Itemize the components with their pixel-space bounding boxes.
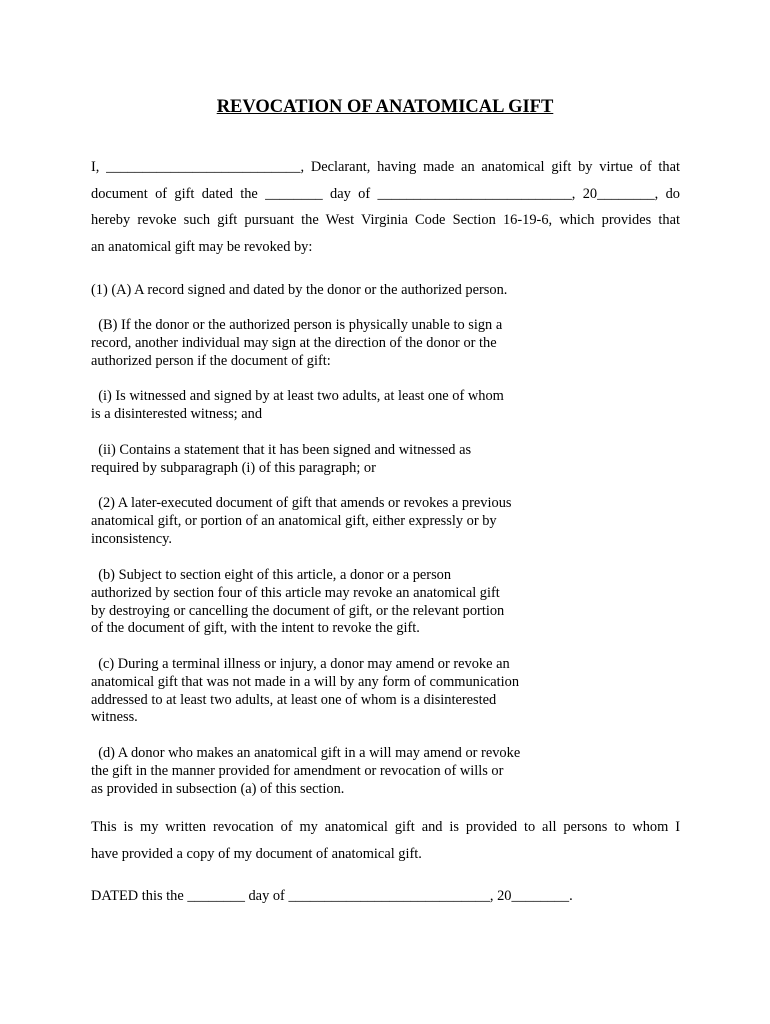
dated-line: DATED this the ________ day of ____________________________, 20________. (91, 888, 573, 904)
closing-line: have provided a copy of my document of anatomical gift. (91, 845, 422, 862)
provision-1b-i: (i) Is witnessed and signed by at least two adults, at least one of whom is a disinterested witness; and (91, 388, 504, 422)
intro-line: hereby revoke such gift pursuant the West Virginia Code Section 16-19-6, which provides that (91, 212, 680, 229)
closing-statement (91, 814, 680, 867)
provision-d: (d) A donor who makes an anatomical gift in a will may amend or revoke the gift in the manner provided for amendment or revocation of wills or as provided in subsection (a) of this section. (91, 745, 521, 797)
intro-line: document of gift dated the ________ day of ___________________________, 20________, do (91, 185, 680, 202)
provision-1a: (1) (A) A record signed and dated by the donor or the authorized person. (91, 282, 508, 298)
provision-b: (b) Subject to section eight of this article, a donor or a person authorized by section four of this article may revoke an anatomical gift by destroying or cancelling the document of gift, or the relevant portion of the document of gift, with the intent to revoke the gift. (91, 567, 505, 637)
document-title: REVOCATION OF ANATOMICAL GIFT (216, 97, 554, 117)
provision-1b: (B) If the donor or the authorized person is physically unable to sign a record, another individual may sign at the direction of the donor or the authorized person if the document of gift: (91, 317, 503, 369)
closing-line: This is my written revocation of my anatomical gift and is provided to all persons to whom I (91, 819, 680, 835)
provision-1b-ii: (ii) Contains a statement that it has been signed and witnessed as required by subparagraph (i) of this paragraph; or (91, 442, 472, 476)
intro-line: I, ___________________________, Declarant, having made an anatomical gift by virtue of that (91, 159, 680, 175)
intro-paragraph (91, 154, 680, 261)
provision-2: (2) A later-executed document of gift that amends or revokes a previous anatomical gift, or portion of an anatomical gift, either expressly or by inconsistency. (91, 495, 512, 547)
intro-line: an anatomical gift may be revoked by: (91, 239, 313, 256)
provision-c: (c) During a terminal illness or injury, a donor may amend or revoke an anatomical gift that was not made in a will by any form of communication addressed to at least two adults, at least one of whom is a disinterested witness. (91, 656, 520, 726)
